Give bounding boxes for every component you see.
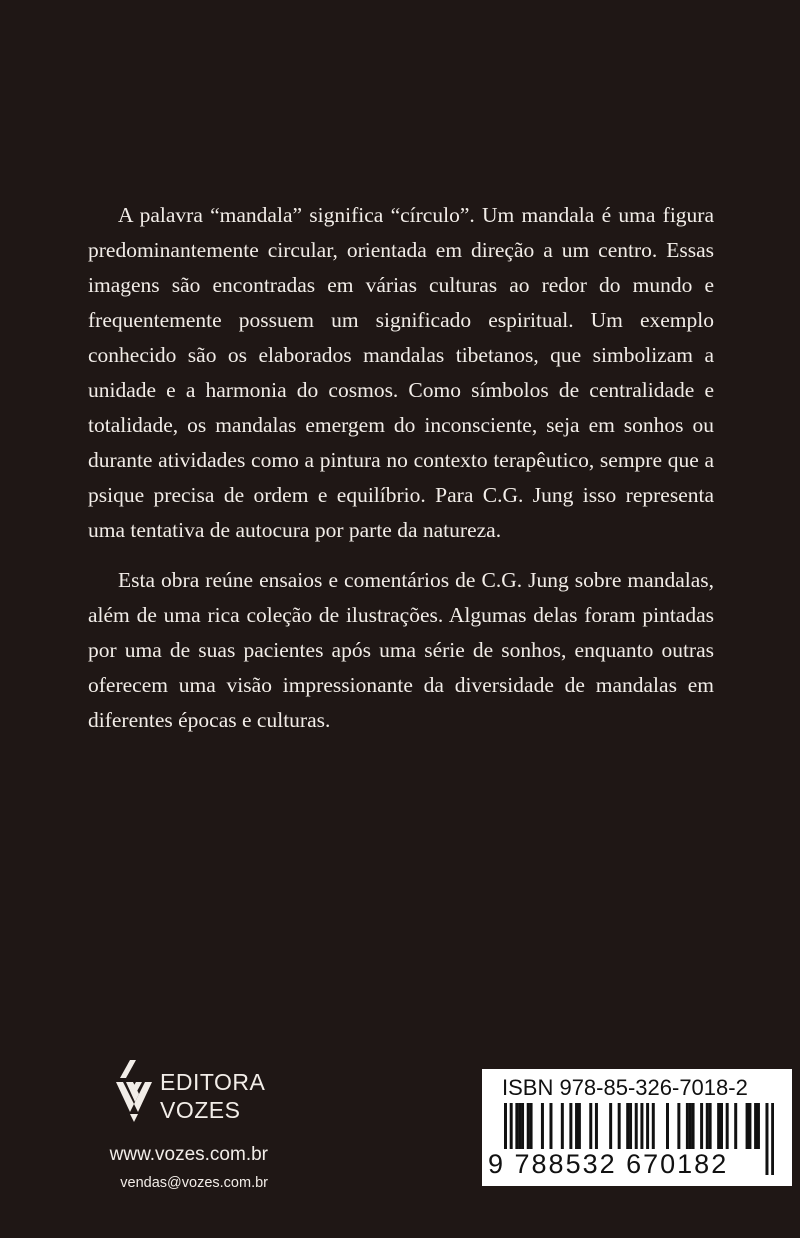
- barcode-bar: [700, 1103, 703, 1149]
- publisher-name: [160, 1068, 265, 1124]
- publisher-contact: [88, 1142, 268, 1194]
- barcode-bar: [754, 1103, 757, 1149]
- barcode-bar: [720, 1103, 723, 1149]
- publisher-email[interactable]: vendas@vozes.com.br: [120, 1175, 268, 1191]
- isbn-label: ISBN 978-85-326-7018-2: [502, 1075, 748, 1100]
- publisher-name-line-1: EDITORA: [160, 1069, 266, 1095]
- barcode-bar: [569, 1103, 572, 1149]
- barcode-bar: [734, 1103, 737, 1149]
- barcode-bar: [706, 1103, 709, 1149]
- barcode-bar: [618, 1103, 621, 1149]
- barcode-bar: [541, 1103, 544, 1149]
- barcode-bar: [677, 1103, 680, 1149]
- barcode-bar: [595, 1103, 598, 1149]
- publisher-website[interactable]: www.vozes.com.br: [109, 1144, 268, 1165]
- barcode-bar: [561, 1103, 564, 1149]
- barcode-bar: [748, 1103, 751, 1149]
- barcode-bar: [652, 1103, 655, 1149]
- barcode-bar: [515, 1103, 518, 1149]
- barcode-bar: [765, 1103, 768, 1175]
- barcode-bar: [666, 1103, 669, 1149]
- barcode-bar: [709, 1103, 712, 1149]
- editora-vozes-logo-icon: [116, 1060, 152, 1122]
- barcode-bar: [578, 1103, 581, 1149]
- barcode-bar: [726, 1103, 729, 1149]
- blurb-paragraph-2: Esta obra reúne ensaios e comentários de C.G. Jung sobre mandalas, além de uma rica coleção de ilustrações. Algumas delas foram pintadas por uma de suas pacientes após uma série de sonhos, enquanto outras oferecem uma visão impressionante da diversidade de mandalas em diferentes épocas e culturas.: [88, 568, 714, 732]
- barcode-bar: [626, 1103, 629, 1149]
- barcode-bar: [689, 1103, 692, 1149]
- barcode-bar: [771, 1103, 774, 1175]
- barcode-bar: [609, 1103, 612, 1149]
- isbn-barcode-box: [482, 1069, 792, 1186]
- blurb-paragraph-1: A palavra “mandala” significa “círculo”. Um mandala é uma figura predominantemente circular, orientada em direção a um centro. Essas imagens são encontradas em várias culturas ao redor do mundo e frequentemente possuem um significado espiritual. Um exemplo conhecido são os elaborados mandalas tibetanos, que simbolizam a unidade e a harmonia do cosmos. Como símbolos de centralidade e totalidade, os mandalas emergem do inconsciente, seja em sonhos ou durante atividades como a pintura no contexto terapêutico, sempre que a psique precisa de ordem e equilíbrio. Para C.G. Jung isso representa uma tentativa de autocura por parte da natureza.: [88, 203, 714, 542]
- barcode-bar: [646, 1103, 649, 1149]
- barcode-bar: [527, 1103, 530, 1149]
- barcode-bar: [518, 1103, 521, 1149]
- barcode-digits: 9 788532 670182: [488, 1149, 729, 1179]
- barcode-bar: [521, 1103, 524, 1149]
- barcode-bar: [589, 1103, 592, 1149]
- barcode-bar: [629, 1103, 632, 1149]
- barcode-bar: [717, 1103, 720, 1149]
- barcode-bar: [692, 1103, 695, 1149]
- publisher-logo: [110, 1060, 270, 1130]
- barcode-bar: [686, 1103, 689, 1149]
- blurb-text: [88, 198, 714, 738]
- barcode-bar: [549, 1103, 552, 1149]
- barcode-bar: [530, 1103, 533, 1149]
- publisher-name-line-2: VOZES: [160, 1097, 241, 1123]
- barcode-bar: [757, 1103, 760, 1149]
- barcode-bar: [746, 1103, 749, 1149]
- barcode-bar: [575, 1103, 578, 1149]
